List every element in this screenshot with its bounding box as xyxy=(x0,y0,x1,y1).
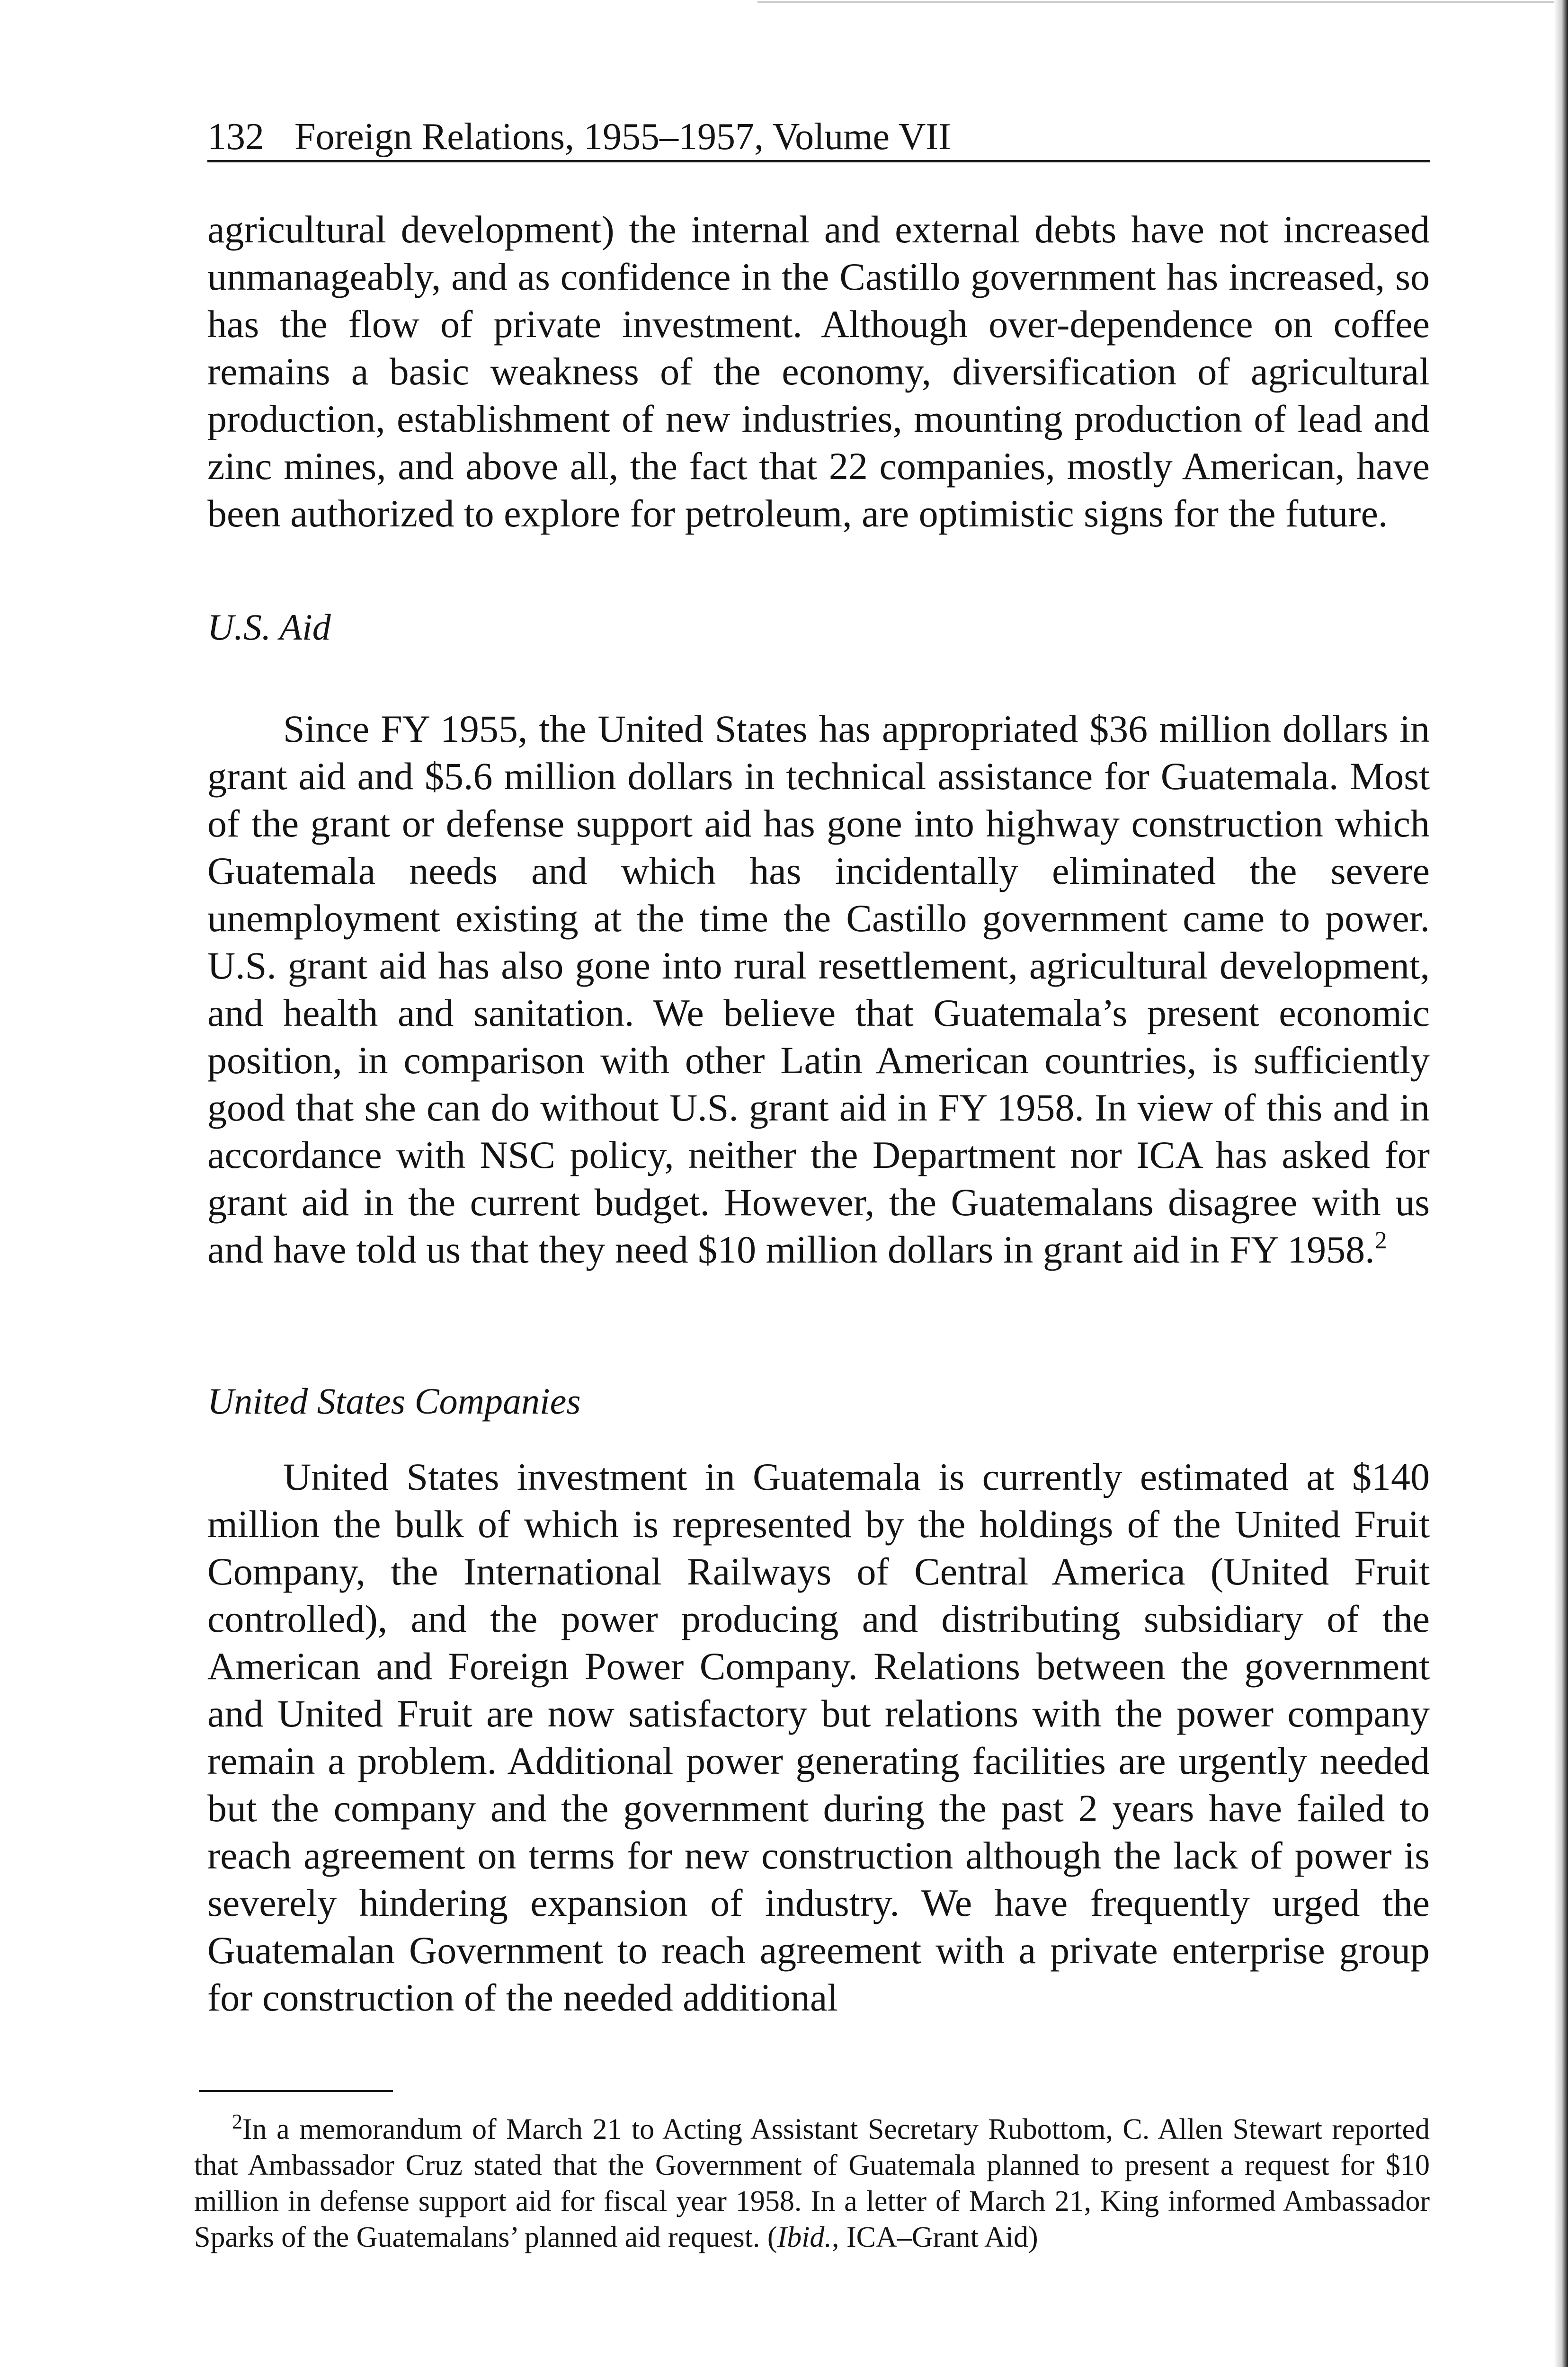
footnote-text: In a memorandum of March 21 to Acting Assistant Secretary Rubottom, C. Allen Stewart reported that Ambassador Cruz stated that the Government of Guatemala planned to present a request for $10 million in defense support aid for fiscal year 1958. In a letter of March 21, King informed Ambassador Sparks of the Guatemalans’ planned aid request. ( xyxy=(194,2113,1430,2253)
footnote-2 xyxy=(194,2111,1430,2255)
scan-right-edge xyxy=(1554,0,1568,2367)
footnote-reference: 2 xyxy=(1374,1227,1387,1254)
footnote-ibid: Ibid. xyxy=(777,2221,832,2253)
footnote-text-end: , ICA–Grant Aid) xyxy=(831,2221,1038,2253)
paragraph-us-aid xyxy=(207,705,1430,1273)
paragraph-economy: agricultural development) the internal and external debts have not increased unmanageably, and as confidence in the Castillo government has increased, so has the flow of private investment. Although over-dependence on coffee remains a basic weakness of the economy, diversification of agricultural production, establishment of new industries, mounting production of lead and zinc mines, and above all, the fact that 22 companies, mostly American, have been authorized to explore for petroleum, are optimistic signs for the future. xyxy=(207,208,1430,535)
section-heading-us-aid: U.S. Aid xyxy=(207,606,331,648)
paragraph-block-3 xyxy=(207,1453,1430,2021)
running-header xyxy=(207,114,1430,162)
paragraph-us-aid-text: Since FY 1955, the United States has appropriated $36 million dollars in grant aid and $5.6 million dollars in technical assistance for Guatemala. Most of the grant or defense support aid has gone into highway construction which Guatemala needs and which has incidentally eliminated the severe unemployment existing at the time the Castillo government came to power. U.S. grant aid has also gone into rural resettlement, agricultural development, and health and sanitation. We believe that Guatemala’s present economic position, in comparison with other Latin American countries, is sufficiently good that she can do without U.S. grant aid in FY 1958. In view of this and in accordance with NSC policy, neither the Department nor ICA has asked for grant aid in the current budget. However, the Guatemalans disagree with us and have told us that they need $10 million dollars in grant aid in FY 1958. xyxy=(207,707,1430,1271)
page-number: 132 xyxy=(207,116,264,158)
section-heading-us-companies: United States Companies xyxy=(207,1380,581,1422)
scan-top-edge xyxy=(757,1,1568,3)
paragraph-block-2 xyxy=(207,705,1430,1273)
footnote-marker: 2 xyxy=(232,2110,242,2133)
paragraph-block-1 xyxy=(207,206,1430,537)
footnote-divider xyxy=(199,2090,393,2092)
running-title: Foreign Relations, 1955–1957, Volume VII xyxy=(294,116,951,158)
paragraph-us-companies: United States investment in Guatemala is currently estimated at $140 million the bulk of which is represented by the holdings of the United Fruit Company, the International Railways of Central America (United Fruit controlled), and the power producing and distributing subsidiary of the American and Foreign Power Company. Relations between the government and United Fruit are now satisfactory but relations with the power company remain a problem. Additional power generating facilities are urgently needed but the company and the government during the past 2 years have failed to reach agreement on terms for new construction although the lack of power is severely hindering expansion of industry. We have frequently urged the Guatemalan Government to reach agreement with a private enterprise group for construction of the needed additional xyxy=(207,1455,1430,2019)
